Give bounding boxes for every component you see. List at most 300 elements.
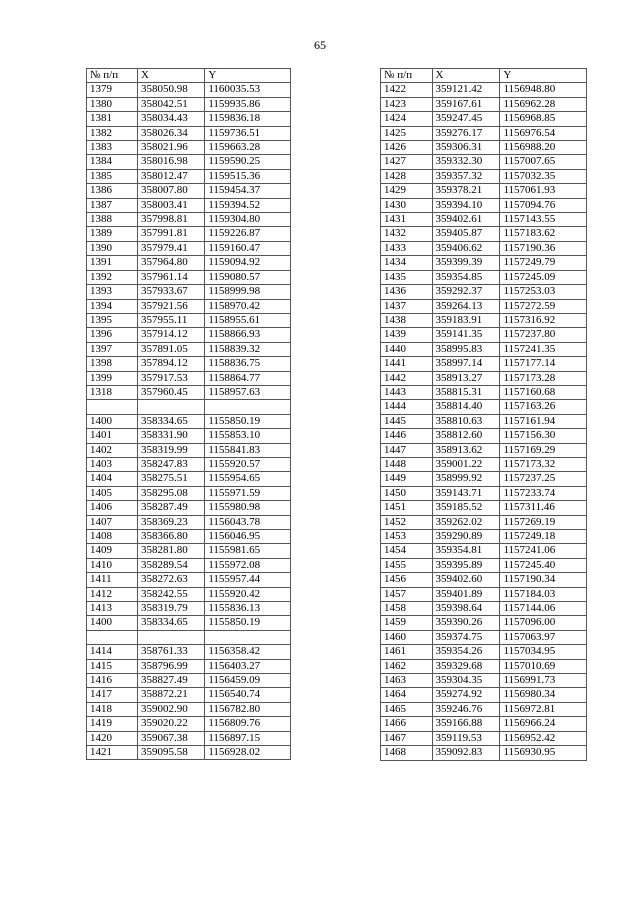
table-row (87, 256, 291, 270)
cell-y: 1158957.63 (205, 385, 291, 399)
table-row (87, 400, 291, 414)
table-row (87, 227, 291, 241)
cell-y: 1157269.19 (500, 515, 587, 529)
cell-number: 1435 (381, 270, 433, 284)
table-row (381, 342, 587, 356)
cell-x: 359274.92 (432, 688, 500, 702)
cell-x: 359262.02 (432, 515, 500, 529)
cell-number: 1436 (381, 285, 433, 299)
cell-number: 1388 (87, 213, 138, 227)
cell-number: 1446 (381, 429, 433, 443)
table-row (381, 169, 587, 183)
table-row (381, 688, 587, 702)
cell-x: 358810.63 (432, 414, 500, 428)
cell-y: 1156930.95 (500, 746, 587, 760)
cell-y: 1155850.19 (205, 616, 291, 630)
table-row (87, 141, 291, 155)
cell-x: 359002.90 (138, 702, 205, 716)
cell-number: 1384 (87, 155, 138, 169)
cell-x: 359390.26 (432, 616, 500, 630)
cell-x: 359304.35 (432, 674, 500, 688)
cell-y: 1157096.00 (500, 616, 587, 630)
cell-x: 358247.83 (138, 457, 205, 471)
cell-x: 358012.47 (138, 169, 205, 183)
cell-number: 1453 (381, 530, 433, 544)
cell-y: 1157094.76 (500, 198, 587, 212)
coordinates-table-left (86, 68, 291, 760)
cell-x: 358872.21 (138, 688, 205, 702)
table-row (381, 385, 587, 399)
cell-y: 1157183.62 (500, 227, 587, 241)
cell-number: 1458 (381, 602, 433, 616)
table-row (87, 616, 291, 630)
cell-x: 359402.60 (432, 573, 500, 587)
table-row (87, 702, 291, 716)
cell-x: 358334.65 (138, 414, 205, 428)
cell-number: 1318 (87, 385, 138, 399)
table-row (381, 429, 587, 443)
cell-x: 358913.62 (432, 443, 500, 457)
table-row (87, 299, 291, 313)
cell-number: 1414 (87, 645, 138, 659)
cell-x: 359095.58 (138, 746, 205, 760)
cell-y: 1155954.65 (205, 472, 291, 486)
header-number: № п/п (87, 69, 138, 83)
cell-number: 1463 (381, 674, 433, 688)
table-row (87, 731, 291, 745)
cell-x: 359332.30 (432, 155, 500, 169)
cell-y: 1156948.80 (500, 83, 587, 97)
table-row (87, 342, 291, 356)
cell-x: 359246.76 (432, 702, 500, 716)
cell-y: 1155841.83 (205, 443, 291, 457)
cell-number: 1419 (87, 717, 138, 731)
table-row (381, 184, 587, 198)
cell-number: 1438 (381, 313, 433, 327)
table-row (87, 270, 291, 284)
cell-y: 1155836.13 (205, 602, 291, 616)
table-row (87, 472, 291, 486)
cell-number: 1465 (381, 702, 433, 716)
cell-x: 357960.45 (138, 385, 205, 399)
cell-number: 1430 (381, 198, 433, 212)
table-row (381, 645, 587, 659)
table-row (87, 659, 291, 673)
cell-x: 358334.65 (138, 616, 205, 630)
header-y: Y (205, 69, 291, 83)
table-row (87, 443, 291, 457)
cell-x: 358281.80 (138, 544, 205, 558)
cell-y: 1155920.57 (205, 457, 291, 471)
cell-y: 1157245.40 (500, 558, 587, 572)
table-row (87, 544, 291, 558)
cell-x: 358997.14 (432, 357, 500, 371)
table-row (381, 400, 587, 414)
cell-number: 1447 (381, 443, 433, 457)
cell-y: 1157190.34 (500, 573, 587, 587)
table-row (87, 674, 291, 688)
cell-number: 1389 (87, 227, 138, 241)
cell-x: 358034.43 (138, 112, 205, 126)
cell-number: 1379 (87, 83, 138, 97)
cell-y: 1157184.03 (500, 587, 587, 601)
cell-y: 1156403.27 (205, 659, 291, 673)
cell-y: 1156897.15 (205, 731, 291, 745)
table-row (381, 659, 587, 673)
cell-number: 1464 (381, 688, 433, 702)
cell-y: 1156988.20 (500, 141, 587, 155)
table-row (381, 501, 587, 515)
cell-y: 1157032.35 (500, 169, 587, 183)
table-row (381, 112, 587, 126)
cell-y: 1157007.65 (500, 155, 587, 169)
cell-y: 1158839.32 (205, 342, 291, 356)
table-row (87, 184, 291, 198)
cell-x: 358827.49 (138, 674, 205, 688)
cell-x: 358319.99 (138, 443, 205, 457)
cell-y: 1159226.87 (205, 227, 291, 241)
coordinates-table-right (380, 68, 587, 761)
cell-y: 1159080.57 (205, 270, 291, 284)
cell-y: 1159736.51 (205, 126, 291, 140)
cell-x: 357921.56 (138, 299, 205, 313)
table-row (87, 587, 291, 601)
cell-number: 1467 (381, 731, 433, 745)
cell-x: 359001.22 (432, 457, 500, 471)
cell-y: 1159094.92 (205, 256, 291, 270)
cell-y: 1157144.06 (500, 602, 587, 616)
cell-x: 358287.49 (138, 501, 205, 515)
cell-y: 1156952.42 (500, 731, 587, 745)
cell-number: 1420 (87, 731, 138, 745)
cell-y: 1159935.86 (205, 97, 291, 111)
cell-y: 1157241.06 (500, 544, 587, 558)
cell-x (138, 630, 205, 644)
table-row (381, 97, 587, 111)
cell-x: 357998.81 (138, 213, 205, 227)
cell-number: 1440 (381, 342, 433, 356)
cell-x: 358366.80 (138, 529, 205, 543)
cell-x: 358995.83 (432, 342, 500, 356)
cell-y: 1157063.97 (500, 630, 587, 644)
cell-x: 357979.41 (138, 241, 205, 255)
cell-y: 1157241.35 (500, 342, 587, 356)
table-row (381, 328, 587, 342)
table-row (87, 630, 291, 644)
cell-x: 359374.75 (432, 630, 500, 644)
cell-y: 1159515.36 (205, 169, 291, 183)
cell-number: 1439 (381, 328, 433, 342)
cell-x: 359378.21 (432, 184, 500, 198)
cell-x: 358272.63 (138, 573, 205, 587)
cell-x: 358007.80 (138, 184, 205, 198)
cell-x: 357914.12 (138, 328, 205, 342)
table-row (381, 256, 587, 270)
table-row (87, 313, 291, 327)
cell-number: 1412 (87, 587, 138, 601)
cell-y: 1157163.26 (500, 400, 587, 414)
cell-number: 1409 (87, 544, 138, 558)
cell-y: 1156358.42 (205, 645, 291, 659)
cell-number: 1382 (87, 126, 138, 140)
table-row (381, 198, 587, 212)
cell-number: 1433 (381, 241, 433, 255)
table-header-row (381, 69, 587, 83)
cell-x: 359247.45 (432, 112, 500, 126)
header-y: Y (500, 69, 587, 83)
table-row (381, 213, 587, 227)
cell-number: 1399 (87, 371, 138, 385)
cell-x: 357891.05 (138, 342, 205, 356)
cell-number: 1405 (87, 486, 138, 500)
cell-y: 1156043.78 (205, 515, 291, 529)
cell-y: 1158836.75 (205, 357, 291, 371)
table-row (87, 688, 291, 702)
cell-number: 1462 (381, 659, 433, 673)
cell-number: 1450 (381, 486, 433, 500)
cell-x: 359121.42 (432, 83, 500, 97)
cell-number: 1452 (381, 515, 433, 529)
cell-y: 1157311.46 (500, 501, 587, 515)
cell-x: 357964.80 (138, 256, 205, 270)
cell-number: 1385 (87, 169, 138, 183)
cell-number: 1406 (87, 501, 138, 515)
table-row (381, 515, 587, 529)
table-row (381, 270, 587, 284)
cell-y: 1157253.03 (500, 285, 587, 299)
cell-x: 358003.41 (138, 198, 205, 212)
cell-number: 1386 (87, 184, 138, 198)
cell-x: 359119.53 (432, 731, 500, 745)
cell-y: 1156782.80 (205, 702, 291, 716)
table-row (87, 717, 291, 731)
cell-number: 1398 (87, 357, 138, 371)
cell-x: 359354.85 (432, 270, 500, 284)
cell-y: 1157161.94 (500, 414, 587, 428)
cell-y: 1157160.68 (500, 385, 587, 399)
cell-x: 358295.08 (138, 486, 205, 500)
cell-number: 1403 (87, 457, 138, 471)
cell-number: 1431 (381, 213, 433, 227)
table-row (381, 731, 587, 745)
cell-number: 1397 (87, 342, 138, 356)
cell-number: 1383 (87, 141, 138, 155)
table-row (381, 285, 587, 299)
header-x: X (432, 69, 500, 83)
page-number: 65 (314, 38, 326, 52)
cell-y: 1156809.76 (205, 717, 291, 731)
cell-number: 1434 (381, 256, 433, 270)
cell-x: 359185.52 (432, 501, 500, 515)
cell-y: 1156459.09 (205, 674, 291, 688)
cell-x: 359405.87 (432, 227, 500, 241)
cell-number: 1454 (381, 544, 433, 558)
cell-y: 1156046.95 (205, 529, 291, 543)
cell-x: 359394.10 (432, 198, 500, 212)
cell-number: 1395 (87, 313, 138, 327)
cell-y: 1158864.77 (205, 371, 291, 385)
cell-number: 1451 (381, 501, 433, 515)
cell-x: 358275.51 (138, 472, 205, 486)
table-row (87, 429, 291, 443)
cell-y: 1157010.69 (500, 659, 587, 673)
cell-y: 1159160.47 (205, 241, 291, 255)
cell-y: 1159454.37 (205, 184, 291, 198)
cell-x: 359406.62 (432, 241, 500, 255)
cell-x: 358812.60 (432, 429, 500, 443)
cell-number: 1427 (381, 155, 433, 169)
table-row (381, 674, 587, 688)
cell-number: 1432 (381, 227, 433, 241)
cell-x: 358331.90 (138, 429, 205, 443)
cell-x: 359357.32 (432, 169, 500, 183)
cell-y (205, 630, 291, 644)
cell-x: 359329.68 (432, 659, 500, 673)
table-row (87, 357, 291, 371)
table-row (381, 630, 587, 644)
cell-number: 1425 (381, 126, 433, 140)
table-row (87, 573, 291, 587)
cell-number: 1380 (87, 97, 138, 111)
cell-y: 1157249.18 (500, 530, 587, 544)
cell-x: 358026.34 (138, 126, 205, 140)
cell-x: 357991.81 (138, 227, 205, 241)
cell-number: 1400 (87, 414, 138, 428)
cell-y: 1155972.08 (205, 558, 291, 572)
cell-y: 1158999.98 (205, 285, 291, 299)
cell-number: 1418 (87, 702, 138, 716)
cell-y: 1157061.93 (500, 184, 587, 198)
cell-x: 358913.27 (432, 371, 500, 385)
cell-number: 1396 (87, 328, 138, 342)
cell-x (138, 400, 205, 414)
cell-x: 357894.12 (138, 357, 205, 371)
cell-y: 1159663.28 (205, 141, 291, 155)
table-row (381, 155, 587, 169)
cell-x: 357933.67 (138, 285, 205, 299)
cell-y: 1158970.42 (205, 299, 291, 313)
cell-number: 1468 (381, 746, 433, 760)
cell-x: 359020.22 (138, 717, 205, 731)
table-row (87, 241, 291, 255)
cell-number: 1416 (87, 674, 138, 688)
cell-y: 1157316.92 (500, 313, 587, 327)
cell-x: 359292.37 (432, 285, 500, 299)
cell-y: 1156991.73 (500, 674, 587, 688)
cell-number: 1443 (381, 385, 433, 399)
table-row (87, 457, 291, 471)
table-row (381, 702, 587, 716)
cell-number: 1410 (87, 558, 138, 572)
cell-x: 357961.14 (138, 270, 205, 284)
cell-y: 1159304.80 (205, 213, 291, 227)
cell-y: 1157237.25 (500, 472, 587, 486)
cell-x: 358242.55 (138, 587, 205, 601)
cell-y: 1156966.24 (500, 717, 587, 731)
cell-y: 1155853.10 (205, 429, 291, 443)
table-row (87, 126, 291, 140)
cell-x: 358289.54 (138, 558, 205, 572)
cell-number: 1466 (381, 717, 433, 731)
cell-number (87, 630, 138, 644)
table-row (381, 443, 587, 457)
table-row (381, 83, 587, 97)
cell-number: 1407 (87, 515, 138, 529)
table-row (381, 299, 587, 313)
cell-number: 1404 (87, 472, 138, 486)
cell-y: 1158866.93 (205, 328, 291, 342)
table-row (381, 558, 587, 572)
cell-x: 359354.26 (432, 645, 500, 659)
cell-x: 358999.92 (432, 472, 500, 486)
cell-y: 1157173.32 (500, 457, 587, 471)
cell-number: 1426 (381, 141, 433, 155)
table-row (87, 558, 291, 572)
table-row (87, 645, 291, 659)
table-row (87, 155, 291, 169)
table-row (381, 371, 587, 385)
cell-number: 1461 (381, 645, 433, 659)
header-number: № п/п (381, 69, 433, 83)
cell-y: 1156962.28 (500, 97, 587, 111)
cell-number: 1413 (87, 602, 138, 616)
cell-y: 1157233.74 (500, 486, 587, 500)
table-row (381, 602, 587, 616)
cell-number: 1411 (87, 573, 138, 587)
cell-x: 359143.71 (432, 486, 500, 500)
cell-number: 1455 (381, 558, 433, 572)
cell-number: 1402 (87, 443, 138, 457)
cell-number: 1401 (87, 429, 138, 443)
cell-number: 1444 (381, 400, 433, 414)
cell-number: 1457 (381, 587, 433, 601)
cell-number: 1428 (381, 169, 433, 183)
cell-number: 1460 (381, 630, 433, 644)
table-row (381, 544, 587, 558)
table-row (381, 241, 587, 255)
table-row (87, 501, 291, 515)
cell-y: 1157237.80 (500, 328, 587, 342)
cell-number: 1393 (87, 285, 138, 299)
cell-x: 359264.13 (432, 299, 500, 313)
cell-x: 359092.83 (432, 746, 500, 760)
cell-y: 1156972.81 (500, 702, 587, 716)
cell-number: 1456 (381, 573, 433, 587)
table-row (381, 457, 587, 471)
table-row (87, 486, 291, 500)
cell-y: 1155981.65 (205, 544, 291, 558)
cell-x: 359183.91 (432, 313, 500, 327)
cell-x: 359167.61 (432, 97, 500, 111)
cell-y: 1155957.44 (205, 573, 291, 587)
cell-y: 1156540.74 (205, 688, 291, 702)
cell-number: 1415 (87, 659, 138, 673)
cell-number (87, 400, 138, 414)
cell-number: 1459 (381, 616, 433, 630)
cell-y: 1157034.95 (500, 645, 587, 659)
cell-y (205, 400, 291, 414)
cell-y: 1158955.61 (205, 313, 291, 327)
table-row (87, 83, 291, 97)
cell-x: 358016.98 (138, 155, 205, 169)
cell-y: 1159836.18 (205, 112, 291, 126)
table-row (87, 414, 291, 428)
cell-y: 1156976.54 (500, 126, 587, 140)
table-row (87, 515, 291, 529)
cell-y: 1156980.34 (500, 688, 587, 702)
cell-number: 1442 (381, 371, 433, 385)
cell-number: 1381 (87, 112, 138, 126)
